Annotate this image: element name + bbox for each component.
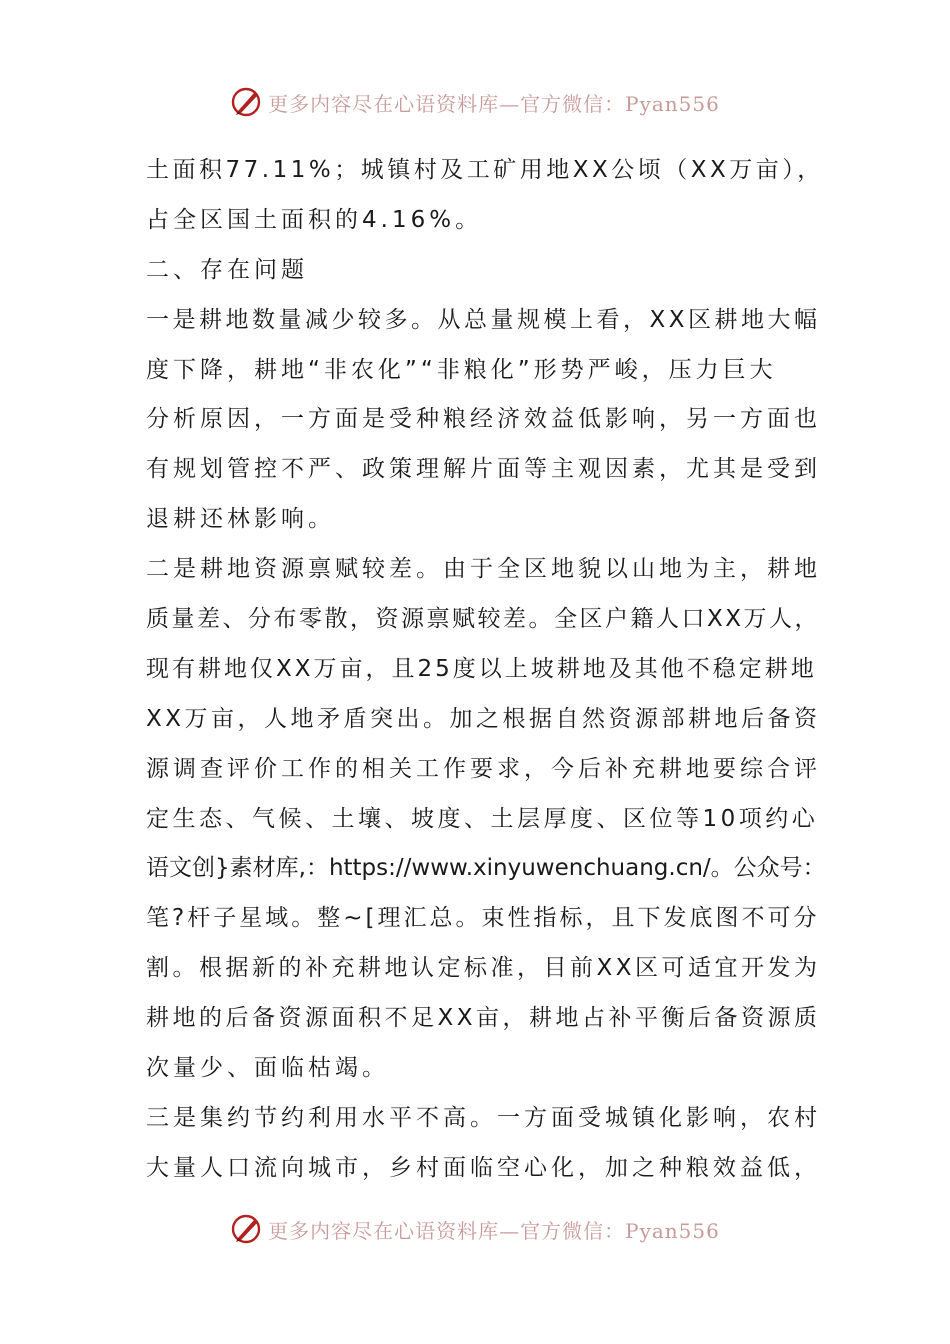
body-line: 耕地的后备资源面积不足XX亩，耕地占补平衡后备资源质 bbox=[146, 1005, 821, 1032]
footer-watermark-text: 更多内容尽在心语资料库—官方微信：Pyan556 bbox=[268, 1218, 720, 1243]
body-line: XX万亩，人地矛盾突出。加之根据自然资源部耕地后备资 bbox=[146, 705, 821, 732]
footer-watermark-banner bbox=[0, 1209, 950, 1249]
body-line: 退耕还林影响。 bbox=[146, 506, 335, 533]
document-body bbox=[146, 146, 826, 1194]
section-heading: 二、存在问题 bbox=[146, 256, 308, 283]
body-line: 度下降，耕地“非农化”“非粮化”形势严峻，压力巨大 bbox=[146, 356, 777, 383]
body-line: 现有耕地仅XX万亩，且25度以上坡耕地及其他不稳定耕地 bbox=[146, 655, 817, 682]
pen-logo-icon bbox=[230, 85, 264, 119]
body-line: 次量少、面临枯竭。 bbox=[146, 1055, 389, 1082]
body-line: 割。根据新的补充耕地认定标准，目前XX区可适宜开发为 bbox=[146, 955, 821, 982]
body-line: 占全区国土面积的4.16%。 bbox=[146, 206, 483, 233]
body-line: 源调查评价工作的相关工作要求，今后补充耕地要综合评 bbox=[146, 755, 821, 782]
body-line: 二是耕地资源禀赋较差。由于全区地貌以山地为主，耕地 bbox=[146, 556, 821, 583]
header-watermark-text: 更多内容尽在心语资料库—官方微信：Pyan556 bbox=[268, 91, 720, 116]
body-line: 语文创}素材库,：https://www.xinyuwenchuang.cn/。公众号： bbox=[146, 855, 826, 882]
body-line: 定生态、气候、土壤、坡度、土层厚度、区位等10项约心 bbox=[146, 805, 819, 832]
body-line: 分析原因，一方面是受种粮经济效益低影响，另一方面也 bbox=[146, 406, 821, 433]
body-line: 笔?杆子星域。整~[理汇总。束性指标，且下发底图不可分 bbox=[146, 905, 820, 932]
body-line: 三是集约节约利用水平不高。一方面受城镇化影响，农村 bbox=[146, 1104, 821, 1131]
body-line: 质量差、分布零散，资源禀赋较差。全区户籍人口XX万人， bbox=[146, 606, 821, 633]
body-line: 一是耕地数量减少较多。从总量规模上看，XX区耕地大幅 bbox=[146, 306, 821, 333]
body-line: 有规划管控不严、政策理解片面等主观因素，尤其是受到 bbox=[146, 456, 821, 483]
body-line: 土面积77.11%；城镇村及工矿用地XX公顷（XX万亩）， bbox=[146, 157, 824, 183]
pen-logo-icon bbox=[230, 1212, 264, 1246]
header-watermark-banner bbox=[0, 82, 950, 122]
body-line: 大量人口流向城市，乡村面临空心化，加之种粮效益低， bbox=[146, 1154, 821, 1181]
